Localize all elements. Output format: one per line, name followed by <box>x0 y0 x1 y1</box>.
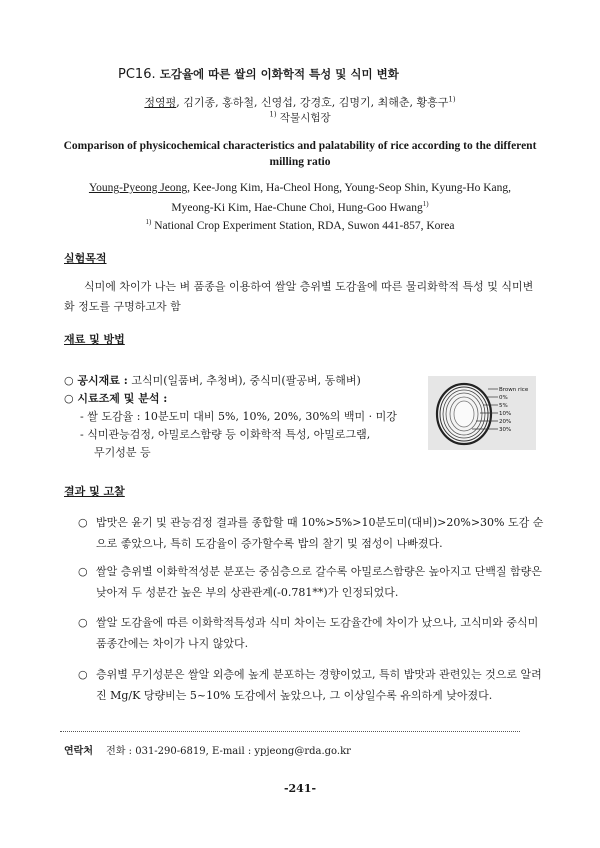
result-bullet: ○ <box>78 668 88 681</box>
result-bullet: ○ <box>78 616 88 629</box>
objective-heading: 실험목적 <box>64 252 107 265</box>
korean-title: 도감율에 따른 쌀의 이화학적 특성 및 식미 변화 <box>159 67 399 81</box>
result-bullet: ○ <box>78 516 88 529</box>
results-heading: 결과 및 고찰 <box>64 485 125 498</box>
materials-text: 고식미(일품벼, 추청벼), 중식미(팔공벼, 동해벼) <box>127 374 361 387</box>
authors-en-rest: , Kee-Jong Kim, Ha-Cheol Hong, Young-Seop Shin, Kyung-Ho Kang, <box>187 182 512 194</box>
footer-divider <box>60 731 520 732</box>
result-item <box>64 512 544 554</box>
contact-info <box>64 742 351 757</box>
rice-layer-diagram <box>428 376 536 450</box>
english-authors-line1 <box>0 182 600 194</box>
result-item <box>64 664 544 706</box>
result-text: 층위별 무기성분은 쌀알 외층에 높게 분포하는 경향이었고, 특히 밥맛과 관련있는 것으로 알려진 Mg/K 당량비는 5~10% 도감에서 높았으나, 그 이상일수록 유의하게 낮아졌다. <box>96 668 542 702</box>
affil-mark-en-2: 1) <box>145 218 152 226</box>
affil-mark-ko-2: 1) <box>269 110 277 119</box>
affil-mark-ko: 1) <box>448 95 456 104</box>
materials-label: ○ 공시재료 : <box>64 374 128 387</box>
prep-sub1: - 쌀 도감율 : 10분도미 대비 5%, 10%, 20%, 30%의 백미 · 미강 <box>80 410 397 423</box>
legend-20: 20% <box>499 419 512 425</box>
authors-en-line2: Myeong-Ki Kim, Hae-Chune Choi, Hung-Goo Hwang <box>171 201 423 214</box>
result-text: 밥맛은 윤기 및 관능검정 결과를 종합할 때 10%>5%>10분도미(대비)>20%>30% 도감 순으로 좋았으나, 특히 도감율이 증가할수록 밥의 찰기 및 점성이 나빠졌다. <box>96 516 544 550</box>
first-author-ko: 정영평 <box>144 96 177 109</box>
methods-heading: 재료 및 방법 <box>64 333 125 346</box>
legend-0: 0% <box>499 395 508 401</box>
prep-item <box>64 390 167 406</box>
materials-item <box>64 372 361 388</box>
first-author-en: Young-Pyeong Jeong <box>88 182 188 194</box>
prep-label: ○ 시료조제 및 분석 : <box>64 392 168 405</box>
result-bullet: ○ <box>78 565 88 578</box>
result-item <box>64 561 544 603</box>
rice-grain-layers <box>437 384 491 444</box>
prep-sub2b: 무기성분 등 <box>94 446 151 459</box>
legend-10: 10% <box>499 411 512 417</box>
contact-text: 전화 : 031-290-6819, E-mail : ypjeong@rda.go.kr <box>106 746 351 757</box>
english-authors-line2 <box>0 200 600 214</box>
result-text: 쌀알 층위별 이화학적성분 분포는 중심층으로 갈수록 아밀로스함량은 높아지고 단백질 함량은 낮아져 두 성분간 높은 부의 상관관계(-0.781**)가 인정되었다. <box>96 565 542 599</box>
legend-brown-rice: Brown rice <box>499 387 529 393</box>
contact-label: 연락처 <box>64 746 93 757</box>
affil-mark-en: 1) <box>422 200 429 208</box>
result-text: 쌀알 도감율에 따른 이화학적특성과 식미 차이는 도감율간에 차이가 났으나, 고식미와 중식미 품종간에는 차이가 나지 않았다. <box>96 616 539 650</box>
legend-5: 5% <box>499 403 508 409</box>
abstract-code: PC16. <box>118 67 156 82</box>
legend-30: 30% <box>499 427 512 433</box>
korean-authors <box>0 94 600 110</box>
paper-title <box>118 66 399 82</box>
rice-grain-figure <box>428 376 536 450</box>
objective-text: 식미에 차이가 나는 벼 품종을 이용하여 쌀알 층위별 도감율에 따른 물리화학적 특성 및 식미변화 정도를 구명하고자 함 <box>64 280 534 313</box>
affiliation-en-text: National Crop Experiment Station, RDA, Suwon 441-857, Korea <box>154 219 455 232</box>
result-item <box>64 612 544 654</box>
prep-sub2a: - 식미관능검정, 아밀로스함량 등 이화학적 특성, 아밀로그램, <box>80 428 371 441</box>
legend-labels <box>499 387 529 433</box>
english-title: Comparison of physicochemical characteristics and palatability of rice according to the different milling ratio <box>63 140 537 168</box>
affiliation-ko-text: 작물시험장 <box>279 112 331 124</box>
korean-affiliation <box>0 110 600 125</box>
layer-30 <box>454 401 474 427</box>
page-number: -241- <box>283 782 317 795</box>
other-authors-ko: , 김기종, 홍하철, 신영섭, 강경호, 김명기, 최해춘, 황흥구 <box>176 96 449 109</box>
english-affiliation <box>0 218 600 232</box>
